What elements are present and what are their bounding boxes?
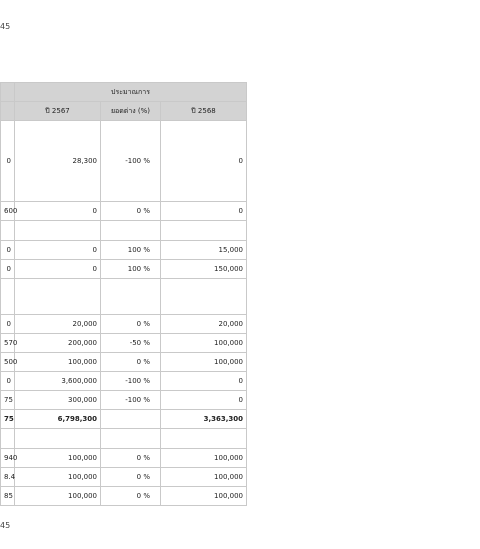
- cell-diff-percent: 0 %: [101, 202, 161, 221]
- header-prev-col: [1, 83, 15, 102]
- table-row: [1, 241, 247, 260]
- cell-prev-year: [1, 279, 15, 315]
- cell-prev-year: [1, 221, 15, 241]
- budget-table: [0, 82, 247, 506]
- cell-diff-percent: -100 %: [101, 372, 161, 391]
- cell-prev-year: 500: [1, 353, 15, 372]
- cell-diff-percent: -100 %: [101, 121, 161, 202]
- cell-prev-year: 940: [1, 449, 15, 468]
- table-row: [1, 334, 247, 353]
- table-row: [1, 260, 247, 279]
- table-row: [1, 221, 247, 241]
- cell-year-2567: 3,600,000: [15, 372, 101, 391]
- table-row: [1, 315, 247, 334]
- table-row: [1, 449, 247, 468]
- cell-diff-percent: [101, 221, 161, 241]
- cell-diff-percent: [101, 279, 161, 315]
- cell-prev-year: 0: [1, 241, 15, 260]
- header-year-2567: ปี 2567: [15, 102, 101, 121]
- cell-year-2568: 0: [161, 391, 247, 410]
- cell-year-2567: 28,300: [15, 121, 101, 202]
- cell-prev-year: 0: [1, 121, 15, 202]
- cell-diff-percent: 0 %: [101, 449, 161, 468]
- header-prev-col-sub: [1, 102, 15, 121]
- cell-year-2567: 300,000: [15, 391, 101, 410]
- cell-year-2567: 6,798,300: [15, 410, 101, 429]
- cell-year-2568: 150,000: [161, 260, 247, 279]
- table-row: [1, 353, 247, 372]
- cell-year-2567: 20,000: [15, 315, 101, 334]
- cell-diff-percent: -50 %: [101, 334, 161, 353]
- cell-year-2567: [15, 429, 101, 449]
- cell-year-2568: [161, 221, 247, 241]
- page-number-bottom: 45: [0, 521, 11, 530]
- table-row: [1, 468, 247, 487]
- table-row: [1, 429, 247, 449]
- cell-prev-year: 75: [1, 410, 15, 429]
- table-row: [1, 487, 247, 506]
- cell-year-2567: 100,000: [15, 353, 101, 372]
- cell-year-2567: 0: [15, 202, 101, 221]
- cell-diff-percent: 0 %: [101, 487, 161, 506]
- cell-prev-year: 85: [1, 487, 15, 506]
- cell-diff-percent: 100 %: [101, 241, 161, 260]
- cell-prev-year: 0: [1, 260, 15, 279]
- cell-diff-percent: -100 %: [101, 391, 161, 410]
- cell-year-2568: 100,000: [161, 353, 247, 372]
- cell-year-2568: 100,000: [161, 449, 247, 468]
- header-year-2568: ปี 2568: [161, 102, 247, 121]
- cell-year-2568: [161, 429, 247, 449]
- cell-year-2568: 0: [161, 202, 247, 221]
- cell-year-2568: 100,000: [161, 487, 247, 506]
- cell-prev-year: 570: [1, 334, 15, 353]
- cell-diff-percent: [101, 429, 161, 449]
- table-row: [1, 391, 247, 410]
- table-body: [1, 121, 247, 506]
- cell-year-2567: 0: [15, 260, 101, 279]
- table-row: [1, 410, 247, 429]
- cell-diff-percent: 100 %: [101, 260, 161, 279]
- cell-year-2568: 0: [161, 372, 247, 391]
- cell-year-2567: 0: [15, 241, 101, 260]
- cell-year-2567: 200,000: [15, 334, 101, 353]
- cell-prev-year: [1, 429, 15, 449]
- table-row: [1, 121, 247, 202]
- cell-diff-percent: [101, 410, 161, 429]
- estimate-group-header: ประมาณการ: [15, 83, 247, 102]
- cell-year-2568: 15,000: [161, 241, 247, 260]
- table-row: [1, 279, 247, 315]
- cell-year-2568: 3,363,300: [161, 410, 247, 429]
- cell-year-2567: 100,000: [15, 468, 101, 487]
- cell-year-2567: [15, 279, 101, 315]
- table-row: [1, 202, 247, 221]
- cell-prev-year: 0: [1, 372, 15, 391]
- cell-year-2568: 20,000: [161, 315, 247, 334]
- cell-year-2568: [161, 279, 247, 315]
- cell-diff-percent: 0 %: [101, 353, 161, 372]
- cell-prev-year: 8.4: [1, 468, 15, 487]
- cell-prev-year: 0: [1, 315, 15, 334]
- cell-prev-year: 600: [1, 202, 15, 221]
- cell-diff-percent: 0 %: [101, 468, 161, 487]
- page-number-top: 45: [0, 22, 11, 31]
- cell-year-2567: [15, 221, 101, 241]
- header-diff-percent: ยอดต่าง (%): [101, 102, 161, 121]
- cell-year-2567: 100,000: [15, 449, 101, 468]
- cell-year-2568: 100,000: [161, 334, 247, 353]
- cell-year-2568: 100,000: [161, 468, 247, 487]
- cell-year-2567: 100,000: [15, 487, 101, 506]
- cell-diff-percent: 0 %: [101, 315, 161, 334]
- cell-year-2568: 0: [161, 121, 247, 202]
- cell-prev-year: 75: [1, 391, 15, 410]
- table-row: [1, 372, 247, 391]
